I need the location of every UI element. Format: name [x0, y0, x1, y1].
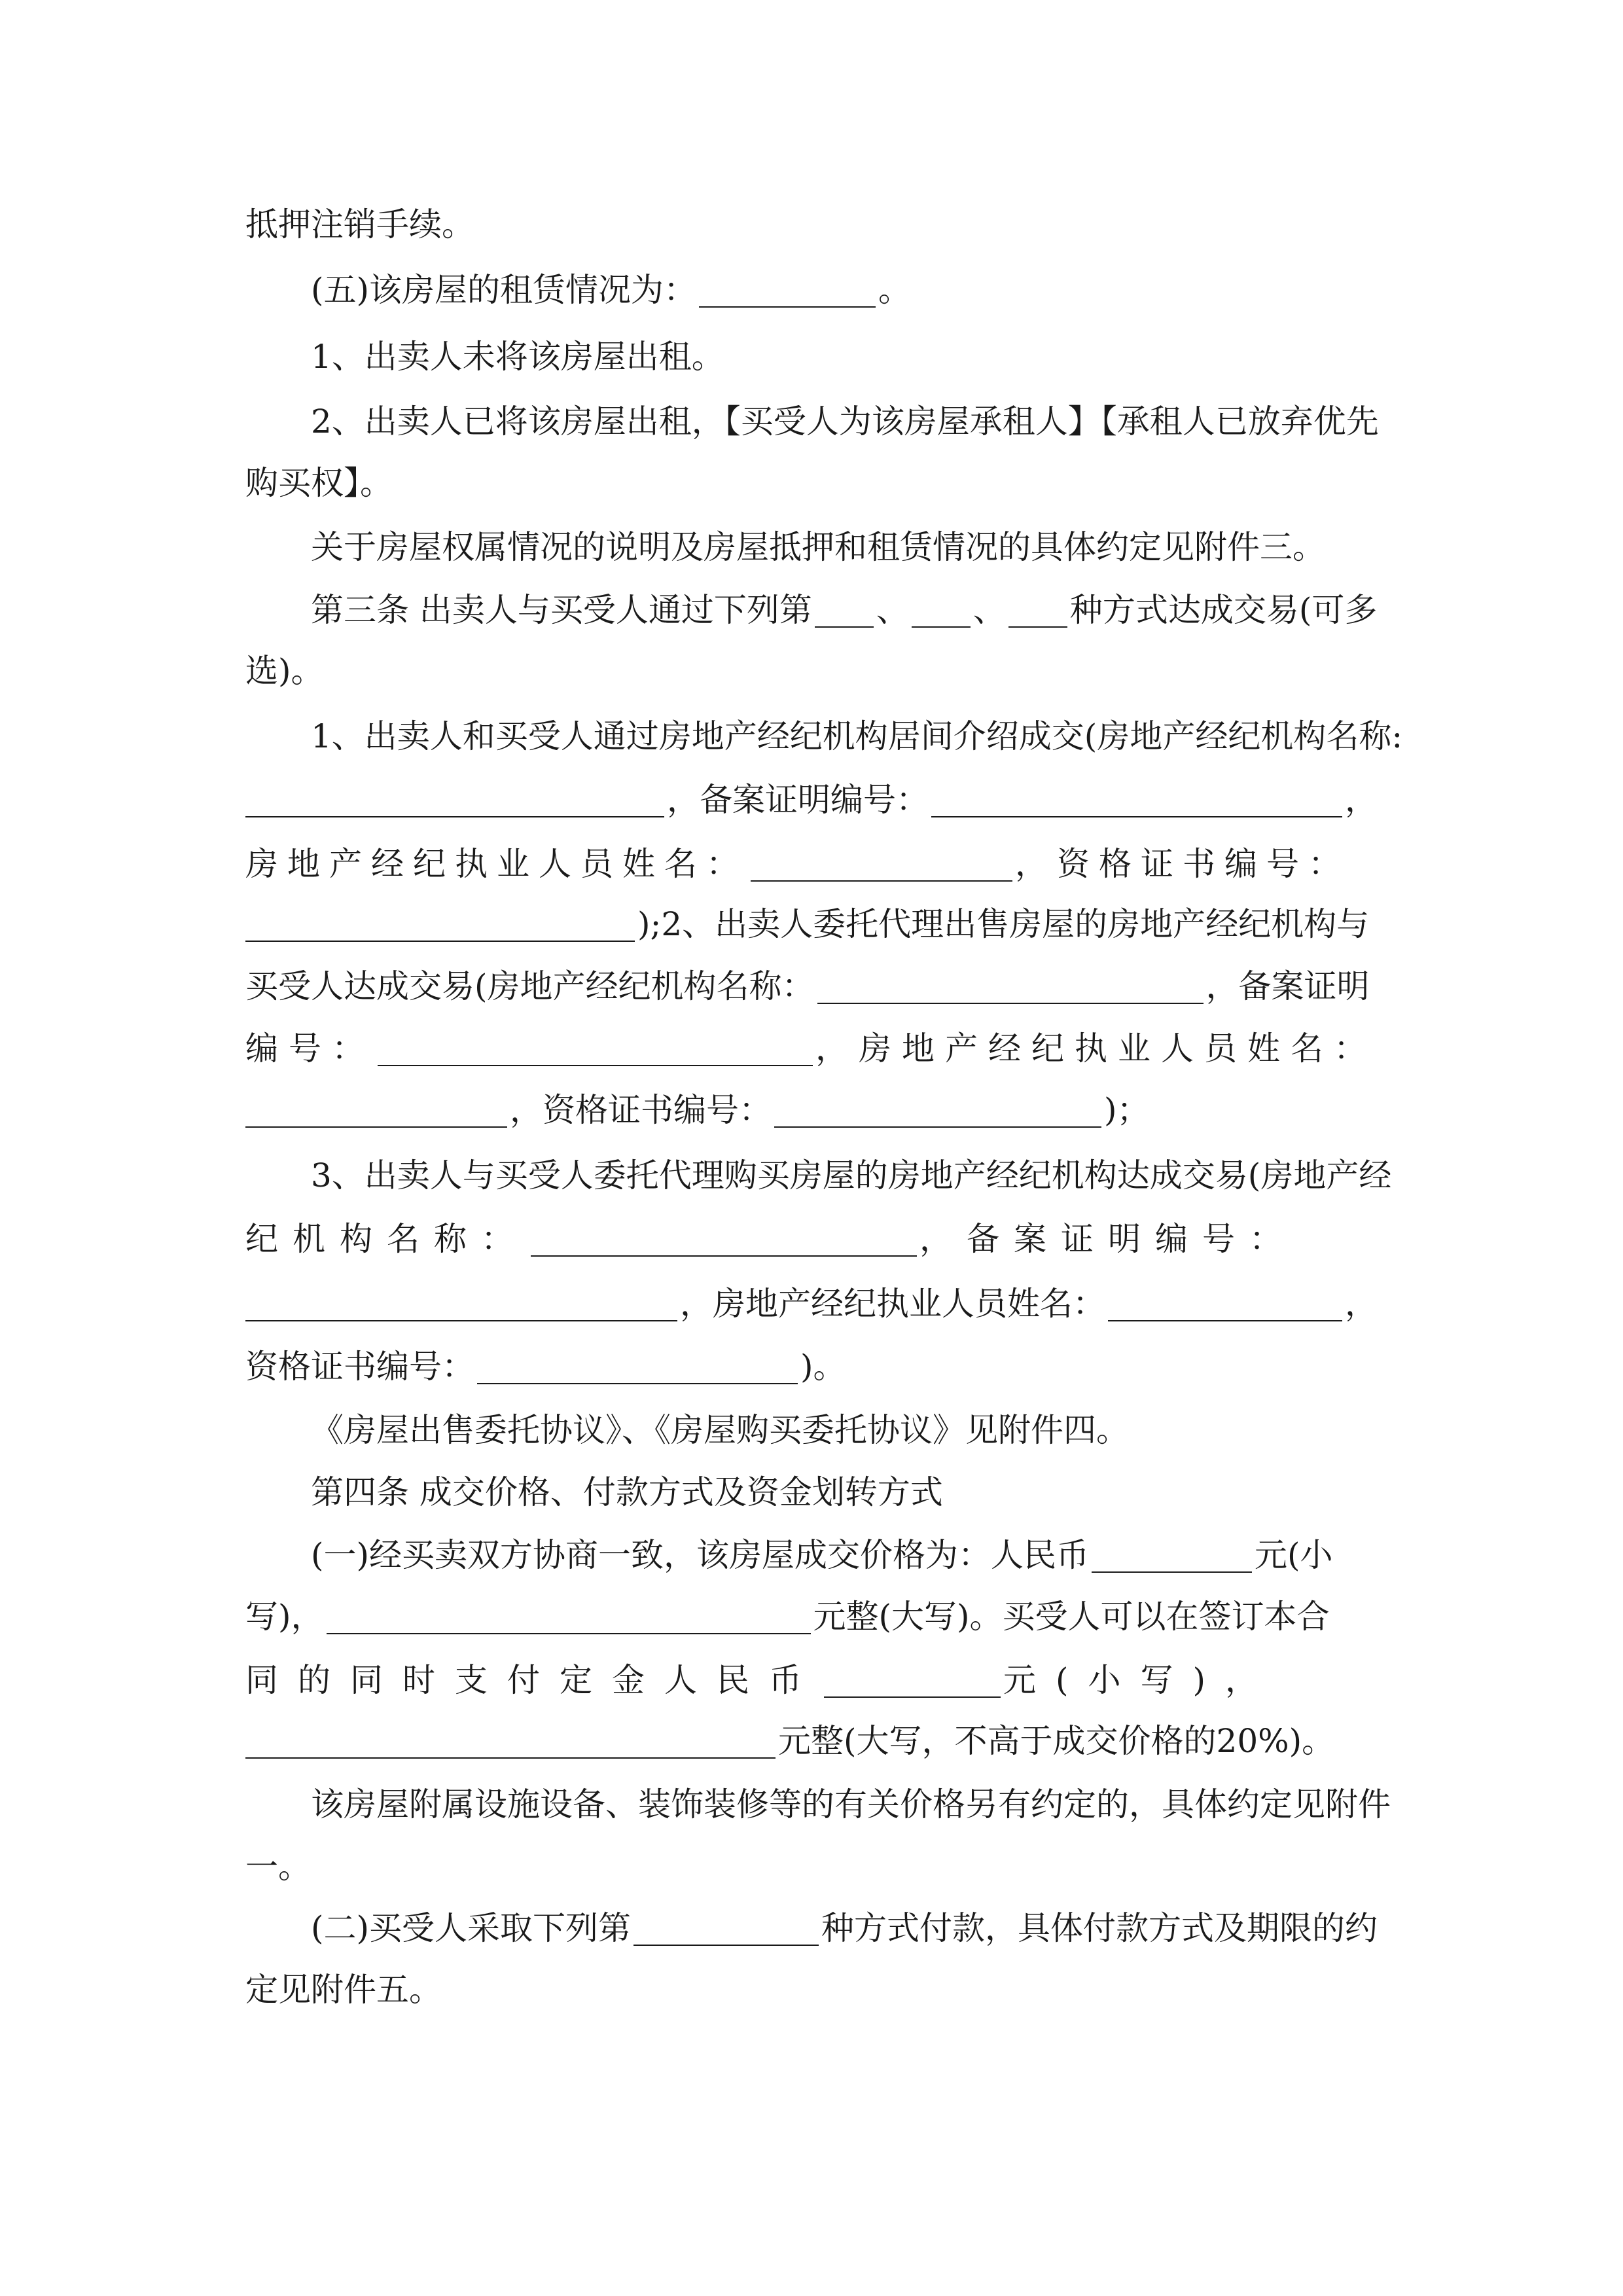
fill-line: ，资格证书编号： )；: [245, 1084, 1378, 1136]
paragraph-line: 《房屋出售委托协议》、《房屋购买委托协议》见附件四。: [311, 1411, 1129, 1449]
paragraph-line: 该房屋附属设施设备、装饰装修等的有关价格另有约定的，具体约定见附件: [311, 1785, 1391, 1823]
deposit-lower-blank[interactable]: [824, 1662, 1001, 1698]
deposit-line: 同的同时支付定金人民币 元(小写)，: [245, 1661, 1278, 1699]
fill-line: );2、出卖人委托代理出售房屋的房地产经纪机构与: [245, 898, 1378, 950]
filing-number-blank[interactable]: [378, 1031, 813, 1066]
deposit-upper-blank[interactable]: [245, 1723, 776, 1759]
paragraph-line: 选)。: [245, 652, 324, 690]
method-blank-1[interactable]: [815, 592, 874, 628]
article-3-line: 第三条 出卖人与买受人通过下列第 、 、 种方式达成交易(可多: [311, 591, 1378, 629]
payment-method-line: (二)买受人采取下列第 种方式付款，具体付款方式及期限的约: [311, 1909, 1378, 1947]
deposit-line: 元整(大写，不高于成交价格的20%)。: [245, 1715, 1378, 1767]
price-line: (一)经买卖双方协商一致，该房屋成交价格为：人民币 元(小: [311, 1536, 1333, 1574]
method-blank-2[interactable]: [912, 592, 971, 628]
agent-name-blank[interactable]: [245, 1092, 507, 1128]
lease-status-blank[interactable]: [699, 272, 876, 308]
paragraph-line: 3、出卖人与买受人委托代理购买房屋的房地产经纪机构达成交易(房地产经: [311, 1157, 1392, 1194]
fill-line: 房地产经纪执业人员姓名： ，资格证书编号：: [245, 845, 1350, 883]
price-upper-blank[interactable]: [327, 1599, 811, 1634]
price-line: 写)， 元整(大写)。买受人可以在签订本合: [245, 1598, 1330, 1636]
paragraph-line: 1、出卖人和买受人通过房地产经纪机构居间介绍成交(房地产经纪机构名称:: [311, 717, 1403, 755]
fill-line: 纪机构名称： ，备案证明编号：: [245, 1220, 1296, 1258]
fill-line: 编号： ，房地产经纪执业人员姓名：: [245, 1030, 1377, 1067]
agency-name-blank[interactable]: [245, 782, 664, 817]
article-4-heading: 第四条 成交价格、付款方式及资金划转方式: [311, 1473, 943, 1511]
filing-number-blank[interactable]: [245, 1286, 677, 1321]
fill-line: ，房地产经纪执业人员姓名： ，: [245, 1278, 1378, 1330]
agent-name-blank[interactable]: [751, 846, 1012, 882]
agent-name-blank[interactable]: [1108, 1286, 1342, 1321]
method-blank-3[interactable]: [1008, 592, 1067, 628]
filing-number-blank[interactable]: [931, 782, 1342, 817]
fill-line: 买受人达成交易(房地产经纪机构名称： ，备案证明: [245, 967, 1370, 1005]
lease-status-line: (五)该房屋的租赁情况为： 。: [311, 271, 912, 309]
agency-name-blank[interactable]: [817, 969, 1204, 1004]
payment-method-blank[interactable]: [633, 1910, 819, 1946]
fill-line: ，备案证明编号： ，: [245, 774, 1378, 826]
paragraph-line: 购买权】。: [245, 464, 393, 502]
paragraph-line: 关于房屋权属情况的说明及房屋抵押和租赁情况的具体约定见附件三。: [311, 528, 1325, 566]
paragraph-line: 一。: [245, 1848, 311, 1886]
certificate-number-blank[interactable]: [477, 1349, 798, 1384]
price-lower-blank[interactable]: [1092, 1537, 1252, 1573]
paragraph-line: 定见附件五。: [245, 1971, 442, 2009]
agency-name-blank[interactable]: [531, 1221, 917, 1257]
fill-line: 资格证书编号： )。: [245, 1348, 846, 1386]
paragraph-line: 2、出卖人已将该房屋出租，【买受人为该房屋承租人】【承租人已放弃优先: [311, 403, 1379, 440]
certificate-number-blank[interactable]: [245, 906, 635, 942]
paragraph-line: 抵押注销手续。: [245, 206, 474, 243]
certificate-number-blank[interactable]: [774, 1092, 1101, 1128]
paragraph-line: 1、出卖人未将该房屋出租。: [311, 338, 724, 376]
